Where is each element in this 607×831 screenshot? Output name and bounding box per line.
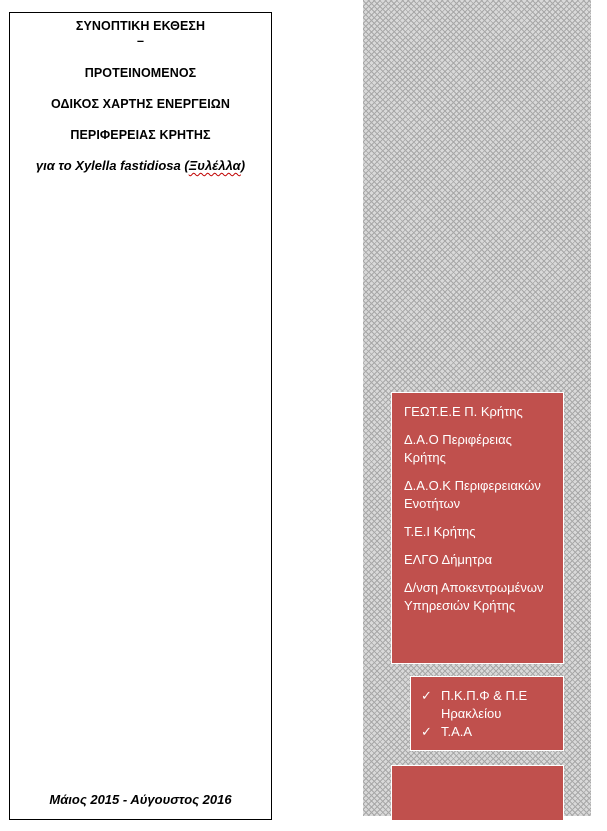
- subtitle-prefix: για το Xylella fastidiosa (: [35, 158, 189, 173]
- org-item-6: Δ/νση Αποκεντρωμένων Υπηρεσιών Κρήτης: [404, 580, 544, 613]
- organizations-box: [391, 392, 564, 664]
- checklist-box: [410, 676, 564, 751]
- title-line-2: ΠΡΟΤΕΙΝΟΜΕΝΟΣ: [84, 66, 197, 80]
- checklist-label-2: Τ.Α.Α: [441, 724, 473, 739]
- checklist-item-2: [421, 723, 555, 741]
- org-item-4: Τ.Ε.Ι Κρήτης: [404, 524, 476, 539]
- title-line-1: ΣΥΝΟΠΤΙΚΗ ΕΚΘΕΣΗ: [75, 19, 206, 33]
- subtitle-greek: Ξυλέλλα: [188, 158, 241, 173]
- org-item-3: Δ.Α.Ο.Κ Περιφερειακών Ενοτήτων: [404, 478, 541, 511]
- org-item-1: ΓΕΩΤ.Ε.Ε Π. Κρήτης: [404, 404, 523, 419]
- subtitle: [10, 158, 271, 173]
- title-line-3: ΟΔΙΚΟΣ ΧΑΡΤΗΣ ΕΝΕΡΓΕΙΩΝ: [50, 97, 231, 111]
- checklist-label-1: Π.Κ.Π.Φ & Π.Ε Ηρακλείου: [441, 688, 528, 721]
- date-range: Μάιος 2015 - Αύγουστος 2016: [49, 792, 232, 807]
- check-icon: ✓: [421, 724, 432, 739]
- title-dash: –: [136, 34, 145, 48]
- org-item-5: ΕΛΓΟ Δήμητρα: [404, 552, 493, 567]
- subtitle-suffix: ): [240, 158, 246, 173]
- org-item-2: Δ.Α.Ο Περιφέρειας Κρήτης: [404, 432, 512, 465]
- check-icon: ✓: [421, 688, 432, 703]
- empty-red-box: [391, 765, 564, 821]
- title-line-4: ΠΕΡΙΦΕΡΕΙΑΣ ΚΡΗΤΗΣ: [70, 128, 211, 142]
- title-box: [9, 12, 272, 820]
- checklist-item-1: [421, 687, 555, 723]
